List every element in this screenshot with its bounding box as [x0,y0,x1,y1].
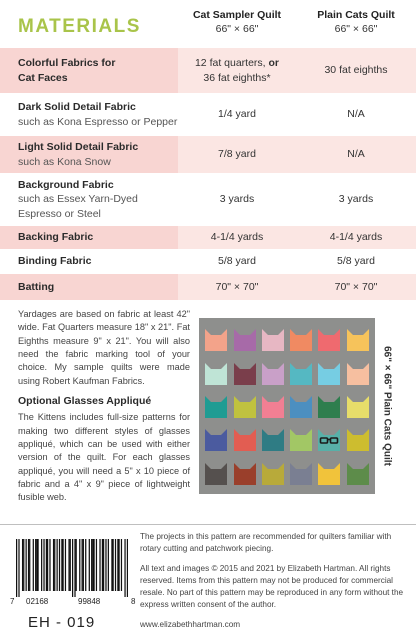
cat-face-block [262,461,284,485]
column-header-cat-sampler: Cat Sampler Quilt [192,9,282,21]
glasses-heading: Optional Glasses Appliqué [18,395,152,408]
row-value-sampler: 4-1/4 yards [210,231,264,244]
cat-face-block [347,461,369,485]
row-label: Batting [18,280,55,293]
barcode-digits-right: 99848 [78,597,101,606]
row-value-plain: 5/8 yard [337,255,375,268]
barcode [10,539,136,631]
cat-face-block [234,461,256,485]
row-sublabel: such as Kona Espresso or Pepper [18,115,178,128]
table-row [0,174,416,226]
materials-title: MATERIALS [18,16,141,37]
table-header-row [0,0,416,48]
cat-face-block [205,394,227,418]
cat-face-block [262,427,284,451]
row-value-plain: 3 yards [338,193,374,206]
row-value-plain: N/A [347,108,365,121]
cat-face-block [347,394,369,418]
materials-table [0,0,416,300]
sku-label: EH - 019 [28,614,96,631]
row-sublabel-line2: Espresso or Steel [18,207,101,220]
table-row [0,94,416,136]
row-label: Backing Fabric [18,231,94,244]
cat-face-block [318,394,340,418]
cat-face-block [290,461,312,485]
cat-face-block [234,427,256,451]
cat-face-block [347,327,369,351]
table-row [0,48,416,94]
table-row [0,250,416,274]
table-row [0,226,416,250]
table-row [0,136,416,174]
cat-face-block [262,327,284,351]
row-label: Background Fabric [18,179,114,192]
cat-face-block-with-glasses [318,427,340,451]
cat-face-block [290,327,312,351]
glasses-note: The Kittens includes full-size patterns for making two different styles of glasses appliqué, which can be used with either version of the quilt. For each glasses appliqué, you will need a 5" x 10 piece of fabric and a 4" x 9" piece of lightweight fusible web. [18,412,190,503]
row-sublabel: such as Essex Yarn-Dyed [18,193,138,206]
row-sublabel: such as Kona Snow [18,155,111,168]
cat-face-block [262,361,284,385]
row-value-plain: 30 fat eighths [324,64,388,77]
footer [0,524,416,643]
cat-face-block [234,327,256,351]
row-value-sampler: 1/4 yard [218,108,256,121]
row-label: Colorful Fabrics for [18,57,116,70]
quilt-caption: 66" × 66" Plain Cats Quilt [381,346,393,466]
skill-notice: The projects in this pattern are recommended for quilters familiar with rotary cutting and patchwork piecing. [140,532,392,554]
copyright-notice: All text and images © 2015 and 2021 by Elizabeth Hartman. All rights reserved. Items from this pattern may not be produced for commercial resale. No part of this pattern may be reproduced in any form without the express written consent of the author. [140,563,404,610]
row-value-plain: 4-1/4 yards [329,231,383,244]
table-row [0,274,416,300]
row-value-sampler: 5/8 yard [218,255,256,268]
cat-face-block [205,461,227,485]
row-label: Binding Fabric [18,255,92,268]
barcode-bars [16,539,128,597]
cat-face-block [262,394,284,418]
quilt-image [199,318,375,494]
cat-face-block [290,394,312,418]
barcode-digit-prefix: 7 [10,597,15,606]
column-size-cat-sampler: 66" × 66" [215,23,259,36]
cat-face-block [318,361,340,385]
cat-face-block [234,394,256,418]
cat-face-block [290,427,312,451]
row-value-plain: N/A [347,148,365,161]
barcode-digit-suffix: 8 [131,597,136,606]
row-label: Dark Solid Detail Fabric [18,101,136,114]
row-label-line2: Cat Faces [18,71,68,84]
row-value-sampler: 7/8 yard [218,148,256,161]
cat-face-block [347,361,369,385]
row-value-plain: 70" × 70" [334,280,378,293]
legal-text [140,531,404,638]
row-value-sampler-line2: 36 fat eighths* [203,71,271,84]
row-label: Light Solid Detail Fabric [18,141,139,154]
column-size-plain-cats: 66" × 66" [334,23,378,36]
row-value-sampler: 12 fat quarters, or [194,57,280,70]
row-value-sampler: 3 yards [219,193,255,206]
cat-face-block [290,361,312,385]
cat-face-block [318,327,340,351]
notes-column [18,308,190,511]
barcode-digits-left: 02168 [26,597,49,606]
row-value-sampler: 70" × 70" [215,280,259,293]
cat-face-block [234,361,256,385]
cat-face-block [205,361,227,385]
cat-face-block [318,461,340,485]
column-header-plain-cats: Plain Cats Quilt [317,9,395,21]
website-link[interactable]: www.elizabethhartman.com [140,619,241,629]
cat-face-block [205,327,227,351]
cat-face-block [347,427,369,451]
cat-face-block [205,427,227,451]
yardage-note: Yardages are based on fabric at least 42" wide. Fat Quarters measure 18" x 21". Fat Eighths measure 9" x 21". You will also need the fabric marking tool of your choice. My sample quilts were made using Robert Kaufman Fabrics. [18,309,190,386]
